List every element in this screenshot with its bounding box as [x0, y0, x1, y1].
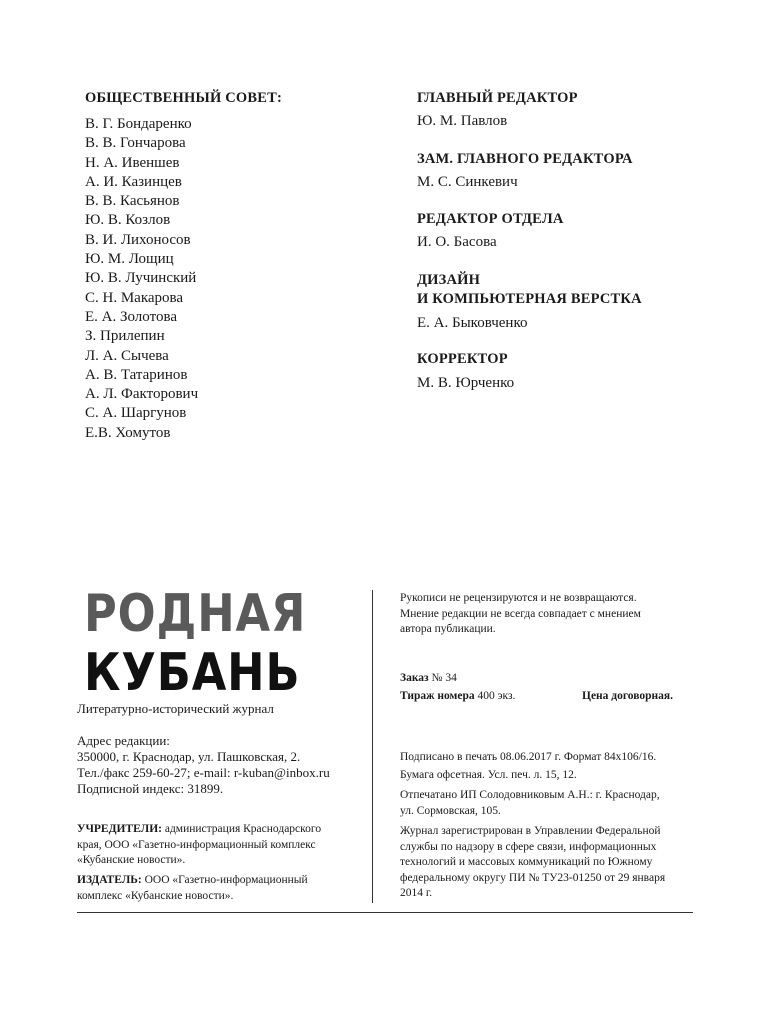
list-item: С. Н. Макарова — [85, 289, 184, 306]
list-item: Ю. В. Лучинский — [85, 270, 197, 287]
registration-line: службы по надзору в сфере связи, информационных — [400, 840, 657, 853]
column-divider — [372, 590, 373, 903]
list-item: В. Г. Бондаренко — [85, 116, 192, 132]
journal-subtitle: Литературно-исторический журнал — [77, 701, 274, 716]
list-item: В. И. Лихоносов — [85, 231, 191, 248]
list-item: А. Л. Факторович — [85, 386, 199, 403]
address-line: Адрес редакции: — [77, 733, 170, 748]
list-item: Ю. В. Козлов — [85, 212, 171, 229]
order-line — [400, 671, 457, 687]
print-run-line — [400, 689, 515, 705]
order-label: Заказ — [400, 672, 429, 684]
address-block — [77, 733, 330, 797]
deputy-editor-name: М. С. Синкевич — [417, 174, 518, 190]
list-item: А. В. Татаринов — [85, 366, 188, 383]
publisher-text: комплекс «Кубанские новости». — [77, 889, 234, 902]
paper-line: Бумага офсетная. Усл. печ. л. 15, 12. — [400, 769, 577, 781]
publisher-block — [77, 873, 367, 904]
dept-editor-title: РЕДАКТОР ОТДЕЛА — [417, 211, 564, 227]
list-item: З. Прилепин — [85, 328, 165, 345]
print-run-label: Тираж номера — [400, 690, 475, 702]
list-item: Н. А. Ивеншев — [85, 154, 180, 171]
publisher-text: ООО «Газетно-информационный — [141, 874, 308, 886]
disclaimer — [400, 591, 641, 638]
bottom-rule — [77, 912, 693, 913]
price-label: Цена договорная. — [582, 690, 674, 702]
registration-line: федеральному округу ПИ № ТУ23-01250 от 29 января — [400, 871, 666, 884]
design-title-line2: И КОМПЬЮТЕРНАЯ ВЕРСТКА — [417, 291, 642, 307]
list-item: В. В. Гончарова — [85, 135, 186, 152]
founders-label: УЧРЕДИТЕЛИ: — [77, 823, 162, 835]
design-name: Е. А. Быковченко — [417, 315, 528, 331]
founders-text: «Кубанские новости». — [77, 854, 186, 866]
logo-line-2: КУБАНЬ — [84, 643, 301, 703]
signed-line: Подписано в печать 08.06.2017 г. Формат 84х106/16. — [400, 751, 657, 763]
council-list — [85, 115, 198, 443]
founders-text: администрация Краснодарского — [161, 823, 322, 835]
list-item: Е. А. Золотова — [85, 308, 177, 325]
proofreader-name: М. В. Юрченко — [417, 375, 515, 391]
order-value: № 34 — [428, 672, 457, 684]
list-item: Л. А. Сычева — [85, 347, 169, 364]
disclaimer-line: Рукописи не рецензируются и не возвращаются. — [400, 592, 637, 604]
list-item: Ю. М. Лощиц — [85, 251, 174, 268]
council-title: ОБЩЕСТВЕННЫЙ СОВЕТ: — [85, 90, 283, 106]
chief-editor-name: Ю. М. Павлов — [417, 113, 508, 129]
registration-info — [400, 824, 665, 902]
address-line: Подписной индекс: 31899. — [77, 781, 224, 796]
publisher-label: ИЗДАТЕЛЬ: — [77, 874, 142, 886]
printing-line: Отпечатано ИП Солодовниковым А.Н.: г. Краснодар, — [400, 789, 660, 801]
printing-house — [400, 788, 660, 819]
dept-editor-name: И. О. Басова — [417, 234, 497, 250]
registration-line: Журнал зарегистрирован в Управлении Федеральной — [400, 825, 661, 837]
registration-line: технологий и массовых коммуникаций по Южному — [400, 856, 653, 868]
list-item: С. А. Шаргунов — [85, 405, 187, 422]
list-item: В. В. Касьянов — [85, 193, 180, 210]
founders-block — [77, 822, 367, 869]
list-item: Е.В. Хомутов — [85, 424, 171, 441]
print-run-value: 400 экз. — [474, 690, 516, 702]
disclaimer-line: Мнение редакции не всегда совпадает с мнением — [400, 607, 641, 620]
chief-editor-title: ГЛАВНЫЙ РЕДАКТОР — [417, 90, 578, 106]
address-line: 350000, г. Краснодар, ул. Пашковская, 2. — [77, 749, 301, 764]
deputy-editor-title: ЗАМ. ГЛАВНОГО РЕДАКТОРА — [417, 151, 633, 167]
founders-text: края, ООО «Газетно-информационный комплекс — [77, 838, 316, 851]
design-title-line1: ДИЗАЙН — [417, 272, 481, 288]
logo-line-1: РОДНАЯ — [84, 584, 307, 644]
disclaimer-line: автора публикации. — [400, 623, 496, 635]
address-line: Тел./факс 259-60-27; e-mail: r-kuban@inbox.ru — [77, 765, 330, 780]
registration-line: 2014 г. — [400, 887, 433, 899]
printing-line: ул. Сормовская, 105. — [400, 804, 501, 817]
proofreader-title: КОРРЕКТОР — [417, 351, 508, 367]
list-item: А. И. Казинцев — [85, 173, 182, 190]
